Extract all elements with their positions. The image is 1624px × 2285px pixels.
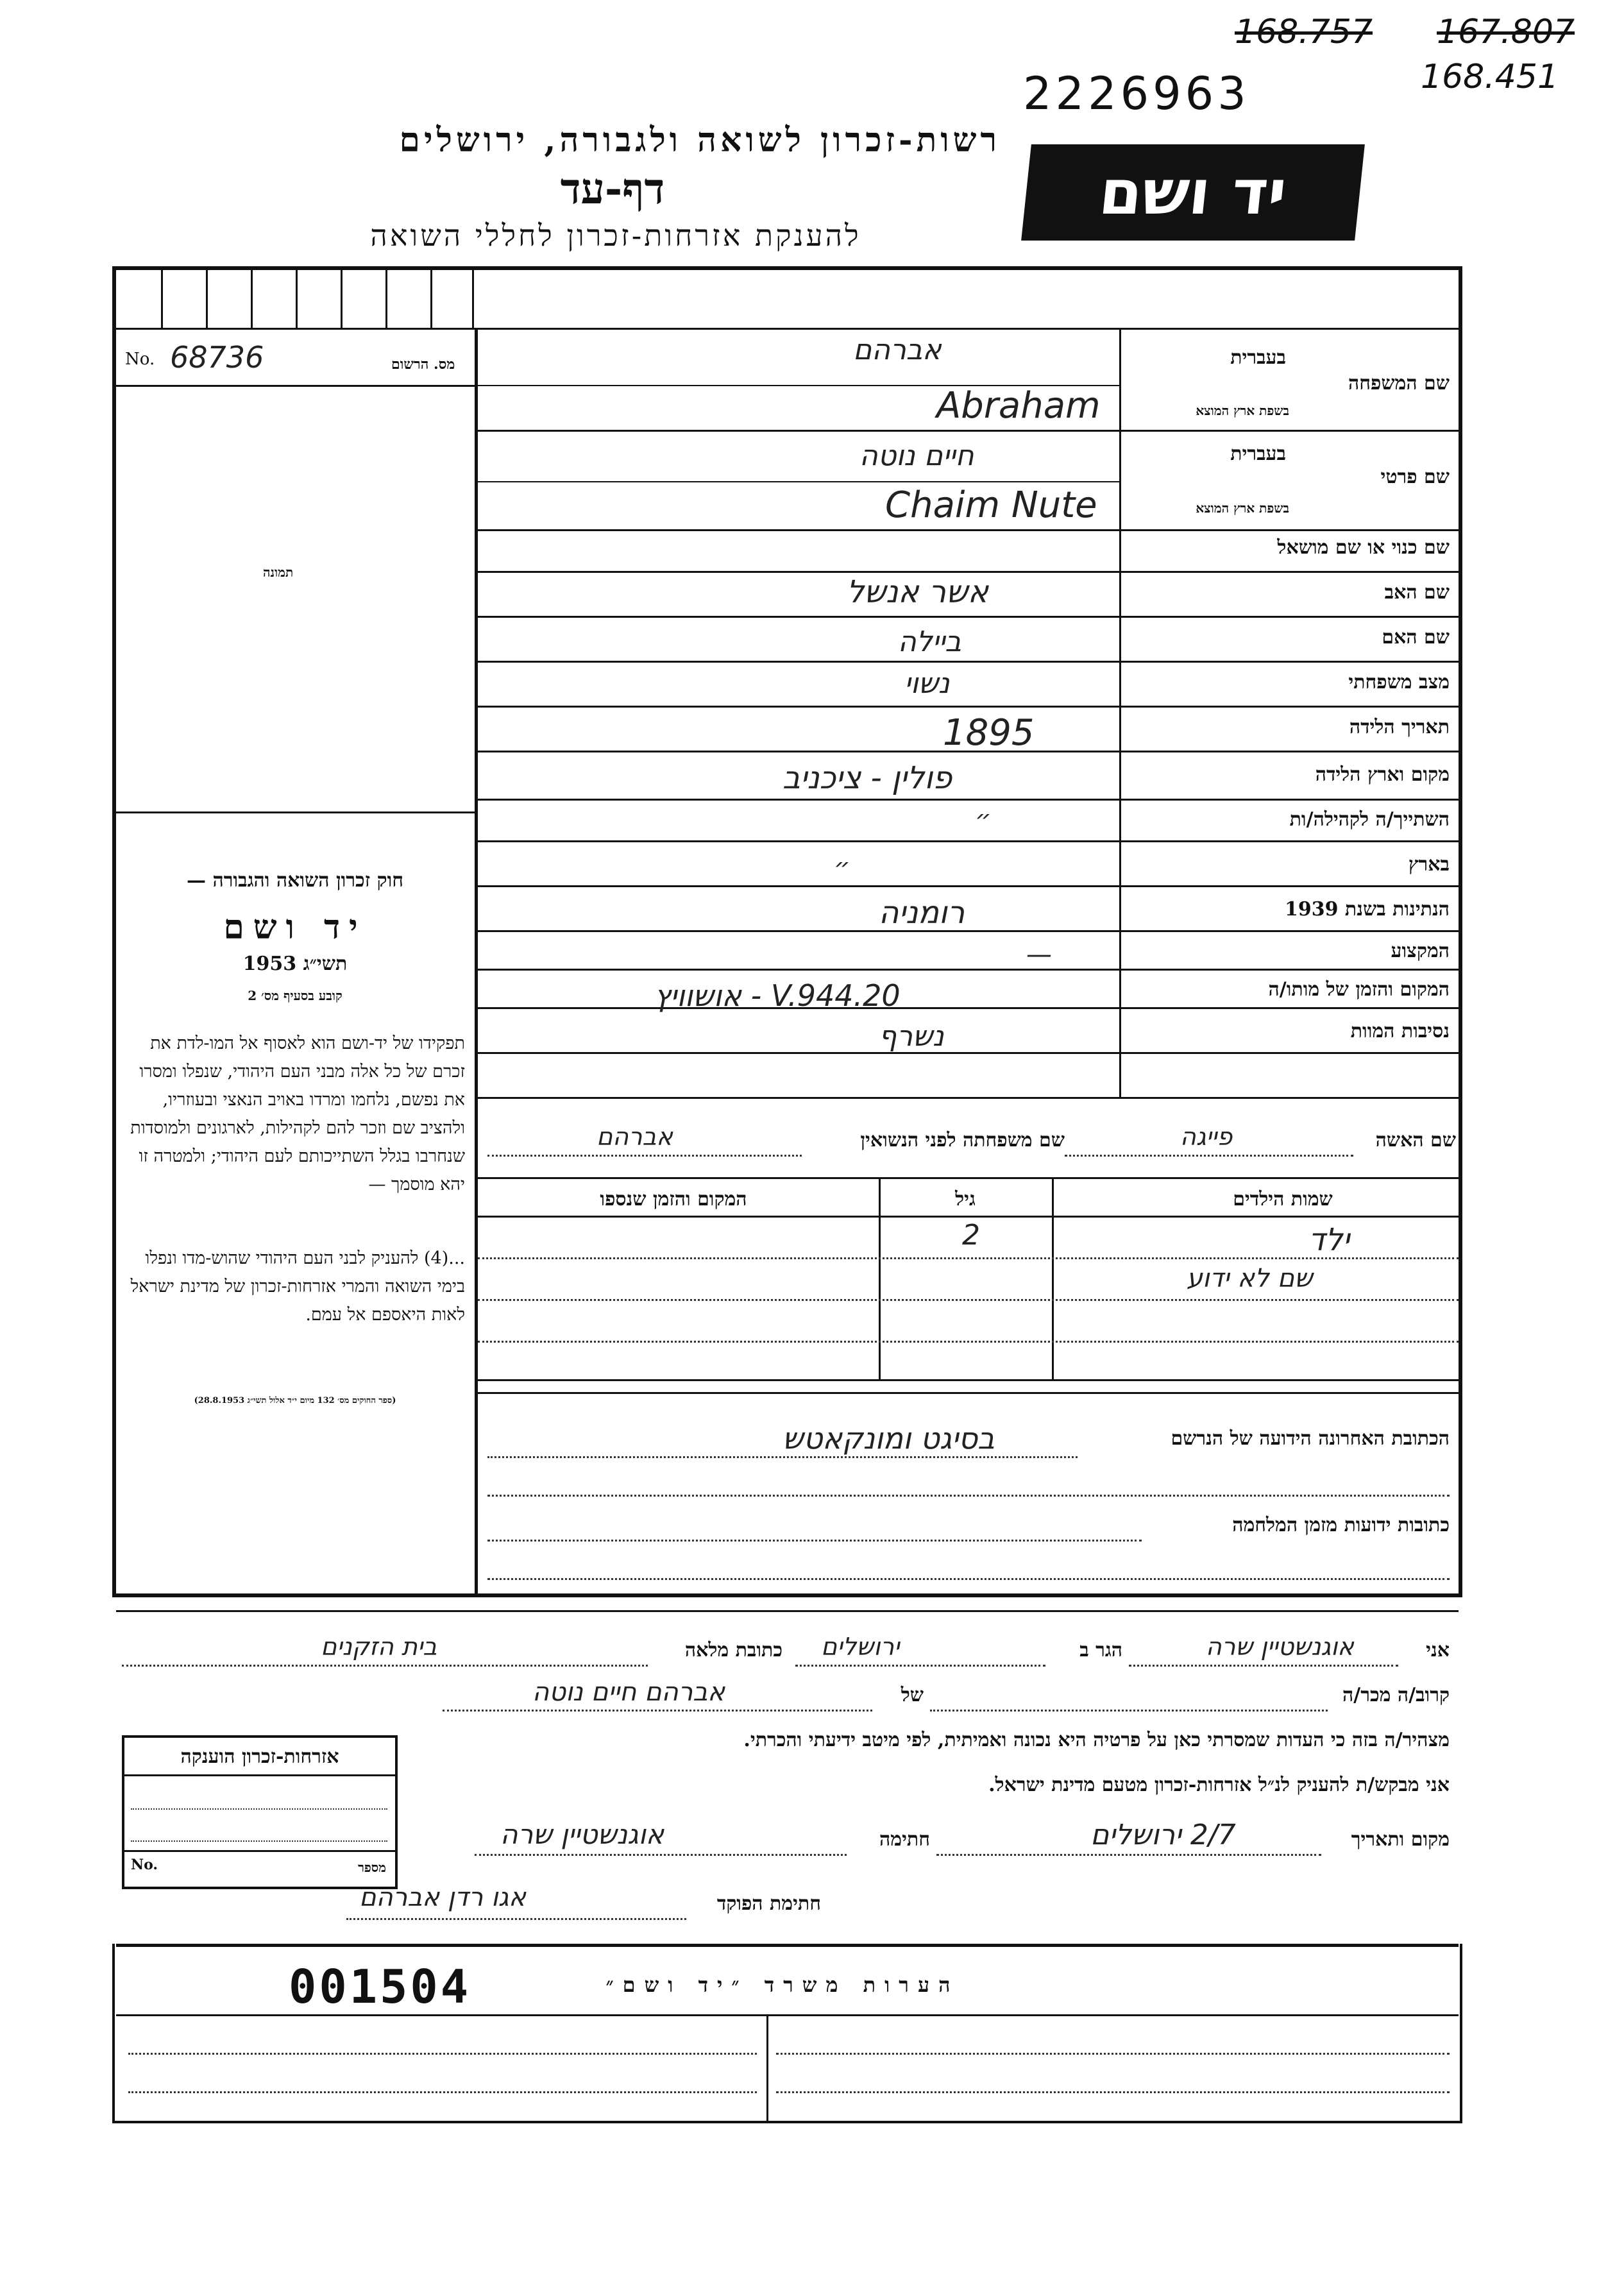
label-birthplace: מקום וארץ הלידה bbox=[1315, 763, 1450, 786]
label-birthdate: תאריך הלידה bbox=[1349, 716, 1450, 738]
label-of: של bbox=[901, 1684, 924, 1706]
law-clause: קובע בסעיף מס׳ 2 bbox=[248, 988, 343, 1003]
top-grid bbox=[116, 270, 475, 328]
header-children-names: שמות הילדים bbox=[1233, 1188, 1333, 1210]
value-resident: ירושלים bbox=[821, 1633, 900, 1661]
yad-vashem-logo: יד ושם bbox=[1021, 144, 1365, 241]
value-maiden-name: אברהם bbox=[596, 1123, 673, 1151]
registration-label: מס. הרשום bbox=[391, 356, 455, 373]
value-birthdate: 1895 bbox=[943, 712, 1035, 754]
value-birthplace: פולין - ציכניב bbox=[782, 760, 952, 796]
authority-name: רשות-זכרון לשואה ולגבורה, ירושלים bbox=[399, 121, 1001, 160]
label-mother: שם האם bbox=[1382, 626, 1450, 649]
value-last-address: בסיגט ומונקאטש bbox=[782, 1421, 995, 1456]
footer-remarks-label: הערות משרד ״יד ושם״ bbox=[605, 1973, 960, 1997]
label-hebrew-1: בעברית bbox=[1230, 346, 1286, 369]
law-text-clause-4: ...(4) להעניק לבני העם היהודי שהוש-מדו ונפלו בימי השואה והמרי אזרחות-זכרון של מדינת ישראל לאות היאספם אל עמם. bbox=[130, 1248, 465, 1325]
label-marital: מצב משפחתי bbox=[1348, 671, 1450, 693]
label-signature: חתימה bbox=[879, 1828, 930, 1851]
label-occupation: המקצוע bbox=[1391, 940, 1450, 962]
label-war-addresses: כתובות ידועות מזמן המלחמה bbox=[1232, 1514, 1450, 1536]
value-community: ״ bbox=[975, 805, 992, 835]
label-country: בארץ bbox=[1408, 853, 1450, 876]
form-subtitle: להענקת אזרחות-זכרון לחללי השואה bbox=[370, 218, 861, 253]
law-name: יד ושם bbox=[223, 908, 367, 947]
corner-number-crossed-b: 167.807 bbox=[1437, 13, 1575, 51]
value-first-name-orig: Chaim Nute bbox=[885, 484, 1097, 526]
value-family-name-he: אברהם bbox=[853, 334, 942, 366]
label-place-date: מקום ותאריך bbox=[1351, 1828, 1450, 1851]
header-age: גיל bbox=[955, 1188, 976, 1210]
header-place-time: המקום והזמן שנספו bbox=[600, 1188, 747, 1210]
value-father: אשר אנשל bbox=[847, 574, 989, 610]
label-family-name: שם המשפחה bbox=[1348, 372, 1450, 395]
value-death-cause: נשרף bbox=[879, 1020, 944, 1053]
label-maiden-name: שם משפחתה לפני הנשואין bbox=[860, 1129, 1065, 1151]
label-hebrew-2: בעברית bbox=[1230, 443, 1286, 465]
label-death-cause: נסיבות המוות bbox=[1350, 1020, 1450, 1042]
child-name-2: שם לא ידוע bbox=[1187, 1264, 1313, 1293]
value-first-name-he: חיים נוטה bbox=[859, 439, 974, 472]
registration-no-label: No. bbox=[125, 350, 155, 369]
value-occupation: — bbox=[1026, 940, 1052, 969]
declaration-line-1: מצהיר/ה בזה כי העדות שמסרתי כאן על פרטיה היא נכונה ואמיתית, לפי מיטב ידיעתי והכרתי. bbox=[743, 1729, 1450, 1751]
value-family-name-orig: Abraham bbox=[936, 385, 1101, 427]
certificate-number-label: מספר bbox=[358, 1860, 386, 1875]
certificate-box bbox=[122, 1735, 398, 1889]
law-title: חוק זכרון השואה והגבורה — bbox=[187, 869, 403, 892]
value-place-date: 2/7 ירושלים bbox=[1090, 1819, 1236, 1851]
child-name-1: ילד bbox=[1308, 1222, 1350, 1258]
label-nickname: שם כנוי או שם מושאל bbox=[1277, 536, 1450, 559]
label-last-address: הכתובת האחרונה הידועה של הנרשם bbox=[1171, 1427, 1450, 1450]
label-origin-lang-1: בשפת ארץ המוצא bbox=[1196, 403, 1289, 418]
value-wife: פייגה bbox=[1180, 1123, 1233, 1151]
label-full-address: כתובת מלאה bbox=[684, 1639, 782, 1661]
label-wife: שם האשה bbox=[1375, 1129, 1456, 1151]
label-citizenship: הנתינות בשנת 1939 bbox=[1284, 898, 1450, 921]
label-death-place: המקום והזמן של מותו/ה bbox=[1268, 978, 1450, 1001]
label-i: אני bbox=[1426, 1639, 1450, 1661]
law-year: תשי״ג 1953 bbox=[242, 953, 348, 975]
law-text: תפקידו של יד-ושם הוא לאסוף אל המו-לדת את זכרם של כל אלה מבני העם היהודי, שנפלו ומסרו את נפשם, נלחמו ומרדו באויב הנאצי ובעוזריו, ולהציב שם וזכר להם לקהילות, לארגונים ולמוסדות שנחרבו בגלל השתייכותם לעם היהודי; ולמטרה זו יהא מוסמך — bbox=[130, 1033, 465, 1194]
law-footnote: (ספר החוקים מס׳ 132 מיום י״ד אלול תשי״ג 28.8.1953) bbox=[194, 1396, 396, 1406]
value-relative-of: אברהם חיים נוטה bbox=[532, 1678, 725, 1707]
photo-label: תמונה bbox=[263, 565, 294, 580]
value-country: ״ bbox=[834, 853, 850, 883]
form-title: דף-עד bbox=[560, 164, 665, 214]
label-first-name: שם פרטי bbox=[1380, 466, 1450, 488]
value-marital: נשוי bbox=[904, 667, 950, 700]
value-full-address: בית הזקנים bbox=[321, 1633, 437, 1661]
footer-number: 001504 bbox=[289, 1960, 471, 2014]
value-declarant: אוגנשטיין שרה bbox=[1206, 1633, 1354, 1661]
declaration-line-2: אני מבקש/ת להעניק לנ״ל אזרחות-זכרון מטעם מדינת ישראל. bbox=[988, 1774, 1450, 1796]
label-relative: קרוב/ה מכר/ה bbox=[1342, 1684, 1450, 1706]
value-mother: ביילה bbox=[898, 625, 961, 658]
registration-number: 68736 bbox=[170, 340, 264, 375]
label-community: השתייך/ה לקהילה/ות bbox=[1289, 808, 1450, 831]
certificate-no-label: No. bbox=[131, 1856, 158, 1873]
label-resident: הגר ב bbox=[1079, 1639, 1122, 1661]
certificate-title: אזרחות-זכרון הוענקה bbox=[124, 1738, 395, 1776]
value-citizenship: רומניה bbox=[879, 895, 965, 931]
child-age-1: 2 bbox=[962, 1219, 980, 1252]
label-origin-lang-2: בשפת ארץ המוצא bbox=[1196, 500, 1289, 516]
value-officer-signature: אגו רדן אברהם bbox=[359, 1883, 526, 1912]
label-officer-signature: חתימת הפוקד bbox=[716, 1892, 821, 1915]
label-father: שם האב bbox=[1384, 581, 1450, 604]
corner-number-current: 168.451 bbox=[1421, 58, 1559, 96]
corner-number-crossed-a: 168.757 bbox=[1235, 13, 1373, 51]
serial-number: 2226963 bbox=[1023, 67, 1250, 120]
value-death-place: 20.V.944 - אושוויץ bbox=[654, 978, 901, 1013]
value-signature: אוגנשטיין שרה bbox=[500, 1819, 664, 1850]
